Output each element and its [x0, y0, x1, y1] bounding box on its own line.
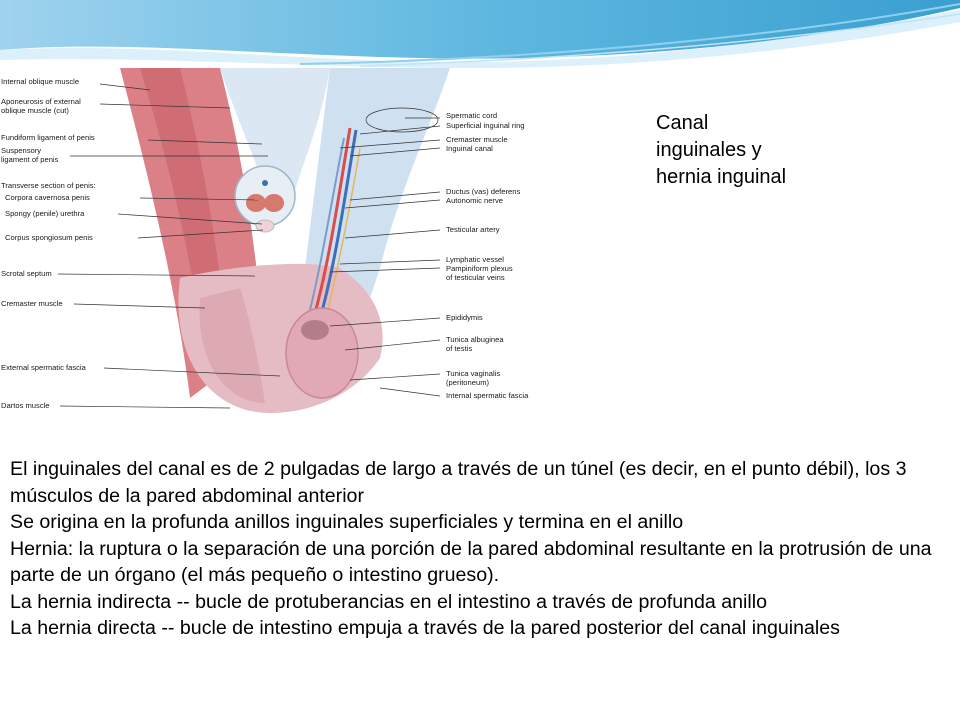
label-pampiniform-plexus-line1: Pampiniform plexus — [446, 264, 513, 273]
label-tunica-vaginalis-line1: Tunica vaginalis — [446, 369, 501, 378]
body-paragraph-direct-hernia: La hernia directa -- bucle de intestino empuja a través de la pared posterior del canal inguinales — [10, 617, 840, 639]
label-epididymis: Epididymis — [446, 313, 483, 322]
body-paragraph-hernia-definition: Hernia: la ruptura o la separación de una porción de la pared abdominal resultante en la protrusión de una parte de un órgano (el más pequeño o intestino grueso). — [10, 537, 932, 586]
label-internal-spermatic-fascia: Internal spermatic fascia — [446, 391, 529, 400]
header-wave-decoration — [0, 0, 960, 70]
label-cremaster-muscle-right: Cremaster muscle — [446, 135, 508, 144]
label-autonomic-nerve: Autonomic nerve — [446, 196, 503, 205]
label-tunica-vaginalis-line2: (peritoneum) — [446, 378, 490, 387]
label-suspensory-line2: ligament of penis — [1, 155, 59, 164]
penis-cross-section — [235, 166, 295, 226]
label-spongy-urethra: Spongy (penile) urethra — [5, 209, 85, 218]
body-paragraph-canal-length: El inguinales del canal es de 2 pulgadas de largo a través de un túnel (es decir, en el punto débil), los 3 músculos de la pared abdominal anterior — [10, 458, 907, 507]
anatomy-illustration — [0, 68, 545, 418]
label-pampiniform-plexus-line2: of testicular veins — [446, 273, 505, 282]
label-lymphatic-vessel: Lymphatic vessel — [446, 255, 504, 264]
label-aponeurosis-line1: Aponeurosis of external — [1, 97, 81, 106]
label-dartos-muscle: Dartos muscle — [1, 401, 50, 410]
label-tunica-albuginea-line2: of testis — [446, 344, 473, 353]
slide-title-line: inguinales y — [656, 139, 762, 161]
label-superficial-inguinal-ring: Superficial inguinal ring — [446, 121, 525, 130]
label-inguinal-canal: Inguinal canal — [446, 144, 493, 153]
label-corpora-cavernosa: Corpora cavernosa penis — [5, 193, 90, 202]
label-external-spermatic-fascia: External spermatic fascia — [1, 363, 86, 372]
label-transverse-section: Transverse section of penis: — [1, 181, 96, 190]
label-fundiform-ligament: Fundiform ligament of penis — [1, 133, 95, 142]
label-corpus-spongiosum: Corpus spongiosum penis — [5, 233, 93, 242]
label-cremaster-muscle-left: Cremaster muscle — [1, 299, 63, 308]
label-spermatic-cord: Spermatic cord — [446, 111, 498, 120]
label-tunica-albuginea-line1: Tunica albuginea — [446, 335, 504, 344]
label-testicular-artery: Testicular artery — [446, 225, 500, 234]
slide-title-line: hernia inguinal — [656, 166, 787, 188]
body-paragraph-origin: Se origina en la profunda anillos inguinales superficiales y termina en el anillo — [10, 511, 684, 533]
slide-body-text — [10, 456, 950, 642]
label-aponeurosis-line2: oblique muscle (cut) — [1, 106, 69, 115]
slide-title — [656, 110, 866, 191]
label-suspensory-line1: Suspensory — [1, 146, 42, 155]
label-ductus-deferens: Ductus (vas) deferens — [446, 187, 521, 196]
slide-title-line: Canal — [656, 112, 709, 134]
label-internal-oblique-muscle: Internal oblique muscle — [1, 77, 80, 86]
body-paragraph-indirect-hernia: La hernia indirecta -- bucle de protuberancias en el intestino a través de profunda anillo — [10, 590, 768, 613]
label-scrotal-septum: Scrotal septum — [1, 269, 52, 278]
